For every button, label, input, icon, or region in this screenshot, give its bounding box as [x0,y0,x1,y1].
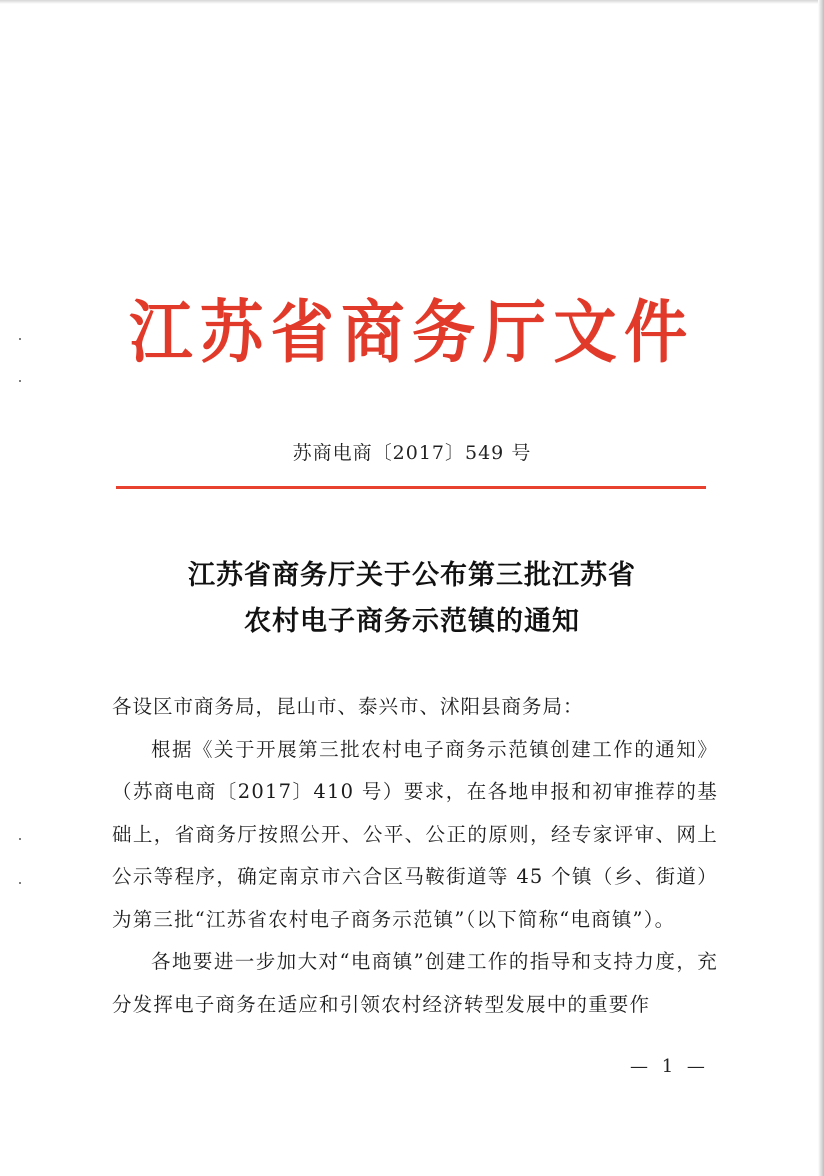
body-paragraph-1: 根据《关于开展第三批农村电子商务示范镇创建工作的通知》（苏商电商〔2017〕410 号）要求，在各地申报和初审推荐的基础上，省商务厅按照公开、公平、公正的原则，经专家评审、网上公示等程序，确定南京市六合区马鞍街道等 45 个镇（乡、街道）为第三批“江苏省农村电子商务示范镇”（以下简称“电商镇”）。 [112,737,718,931]
red-separator-line [116,486,706,489]
document-title [0,553,824,645]
binding-hole-mark [19,882,21,884]
document-body [112,686,718,1026]
binding-hole-mark [19,338,21,340]
body-paragraph-2: 各地要进一步加大对“电商镇”创建工作的指导和支持力度，充分发挥电子商务在适应和引领农村经济转型发展中的重要作 [112,950,718,1016]
title-line-2: 农村电子商务示范镇的通知 [244,606,580,637]
title-line-1: 江苏省商务厅关于公布第三批江苏省 [188,560,636,591]
binding-hole-mark [19,838,21,840]
document-number: 苏商电商〔2017〕549 号 [292,442,532,464]
addressee: 各设区市商务局，昆山市、泰兴市、沭阳县商务局： [112,695,584,718]
scan-edge-top [0,0,824,4]
binding-hole-mark [19,380,21,382]
issuer-banner: 江苏省商务厅文件 [129,293,695,373]
page-number: — 1 — [630,1056,709,1077]
